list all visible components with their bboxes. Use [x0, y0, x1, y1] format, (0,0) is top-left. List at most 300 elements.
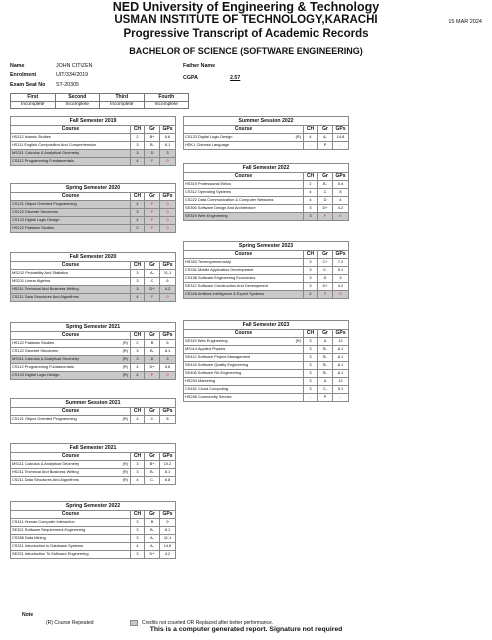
grade: D [145, 356, 160, 364]
course-cell [11, 477, 131, 485]
grade: A [318, 378, 333, 386]
course-row [11, 340, 176, 348]
repeated-marker: (R) [295, 134, 301, 140]
grade: B+ [145, 134, 160, 142]
semester-fall-2022 [183, 163, 349, 221]
credit-hours: 4 [304, 197, 318, 205]
credit-hours: 2 [131, 225, 145, 233]
course-row [11, 134, 176, 142]
credit-hours: 3 [131, 535, 145, 543]
course-cell [184, 354, 304, 362]
course-row [11, 461, 176, 469]
enrolment-label: Enrolment [10, 72, 37, 78]
semester-fall-2020 [10, 252, 176, 302]
column-header-ch: CH [131, 193, 145, 201]
course-row [184, 378, 349, 386]
grade: B- [318, 362, 333, 370]
grade: D+ [145, 551, 160, 559]
semester-fall-2023 [183, 320, 349, 402]
course-name: SE306 Software Design And Architecture [185, 205, 256, 211]
column-header-grade: Gr [145, 408, 160, 416]
repeated-marker: (R) [122, 416, 128, 422]
course-row [184, 205, 349, 213]
attempt-header-second: Second [55, 94, 100, 102]
column-header-grade: Gr [145, 126, 160, 134]
grade-points: 9 [160, 519, 176, 527]
course-row [11, 416, 176, 424]
grade: B- [318, 181, 333, 189]
course-cell [184, 189, 304, 197]
repeated-marker: (R) [122, 372, 128, 378]
course-name: SE412 Software Project Management [185, 354, 251, 360]
semester-title: Spring Semester 2021 [11, 323, 176, 332]
semester-title: Spring Semester 2023 [184, 242, 349, 251]
credit-hours: 3 [304, 275, 318, 283]
repeated-marker: (R) [122, 364, 128, 370]
course-name: SE418 Software Quality Engineering [185, 362, 249, 368]
course-name: HS211 Technical And Business Writing [12, 469, 79, 475]
credit-hours: 2 [131, 134, 145, 142]
credit-hours: 3 [131, 286, 145, 294]
grade: C [145, 278, 160, 286]
grade-points: 0 [160, 372, 176, 380]
grade: C [318, 189, 333, 197]
course-cell [11, 535, 131, 543]
semester-fall-2019 [10, 116, 176, 166]
grade-points: 14.8 [160, 543, 176, 551]
course-cell [11, 278, 131, 286]
course-cell [11, 209, 131, 217]
course-row [184, 189, 349, 197]
course-name: HSK-I Chinese Language [185, 142, 230, 148]
repeated-marker: (R) [122, 348, 128, 354]
grade: C+ [318, 259, 333, 267]
course-name: CS121 Object Oriented Programming [12, 416, 77, 422]
column-header-gps: GPs [333, 173, 349, 181]
grade: C- [318, 386, 333, 394]
course-name: SE221 Introduction To Software Engineering [12, 551, 89, 557]
footer-note: This is a computer generated report. Signature not required [149, 626, 343, 633]
credit-hours: 3 [304, 346, 318, 354]
course-cell [184, 142, 304, 150]
credit-hours: 3 [131, 527, 145, 535]
grade: C- [318, 267, 333, 275]
grade-points: 10.2 [160, 461, 176, 469]
grade: P [318, 394, 333, 402]
grade-points: 4.2 [333, 283, 349, 291]
attempt-first-status: Incomplete [11, 101, 56, 109]
grade-points: 8.1 [160, 142, 176, 150]
semester-title: Fall Semester 2023 [184, 321, 349, 330]
course-row [11, 142, 176, 150]
grade: C [145, 416, 160, 424]
column-header-gps: GPs [333, 126, 349, 134]
column-header-grade: Gr [145, 511, 160, 519]
grade-points: - [333, 142, 349, 150]
credit-hours: 3 [131, 150, 145, 158]
course-row [11, 519, 176, 527]
semester-fall-2021 [10, 443, 176, 485]
cgpa-value: 2.57 [230, 75, 241, 81]
credit-hours: 4 [131, 372, 145, 380]
course-name: SE312 Software Construction And Development [185, 283, 268, 289]
course-row [184, 181, 349, 189]
grade: F [318, 213, 333, 221]
course-name: CS451 Cloud Computing [185, 386, 229, 392]
course-cell [184, 259, 304, 267]
grade-points: 3 [333, 275, 349, 283]
column-header-course: Course [11, 262, 131, 270]
course-cell [11, 294, 131, 302]
course-name: HS319 Professional Ethics [185, 181, 232, 187]
column-header-ch: CH [131, 511, 145, 519]
father-name-label: Father Name [183, 63, 216, 69]
column-header-grade: Gr [318, 330, 333, 338]
course-row [11, 158, 176, 166]
course-cell [11, 543, 131, 551]
course-cell [11, 158, 131, 166]
semester-spring-2021 [10, 322, 176, 380]
column-header-grade: Gr [145, 193, 160, 201]
semester-title: Fall Semester 2022 [184, 164, 349, 173]
course-cell [11, 519, 131, 527]
note-repeated: (R) Course Repeated [46, 620, 94, 626]
grade-points: 8 [160, 416, 176, 424]
credit-hours: 3 [131, 469, 145, 477]
course-name: CS123 Digital Logic Design [12, 217, 60, 223]
credit-hours: 4 [131, 477, 145, 485]
grade-points: 8.1 [160, 527, 176, 535]
credit-hours: 4 [131, 364, 145, 372]
column-header-ch: CH [304, 126, 318, 134]
course-cell [184, 283, 304, 291]
grade: B- [318, 346, 333, 354]
course-name: HS253 Marketing [185, 378, 216, 384]
course-cell [11, 356, 131, 364]
credit-hours: 3 [304, 362, 318, 370]
grade-points: 5.1 [333, 386, 349, 394]
course-cell [11, 201, 131, 209]
course-row [11, 150, 176, 158]
column-header-course: Course [11, 453, 131, 461]
grade-points: 8.1 [160, 348, 176, 356]
grade: C- [145, 477, 160, 485]
column-header-ch: CH [131, 126, 145, 134]
grade-points: 8 [333, 189, 349, 197]
course-row [184, 291, 349, 299]
repeated-marker: (R) [122, 477, 128, 483]
grade-points: 4.2 [160, 286, 176, 294]
column-header-ch: CH [131, 332, 145, 340]
course-cell [11, 340, 131, 348]
credit-hours: 3 [304, 386, 318, 394]
grade-points: 0 [160, 201, 176, 209]
grade: B- [318, 354, 333, 362]
course-row [184, 259, 349, 267]
course-row [184, 275, 349, 283]
grade-points: 5.4 [333, 181, 349, 189]
column-header-gps: GPs [160, 126, 176, 134]
course-cell [184, 370, 304, 378]
grade: D [318, 197, 333, 205]
grade: B- [145, 469, 160, 477]
column-header-gps: GPs [160, 262, 176, 270]
credit-hours: 3 [304, 205, 318, 213]
grade: B- [145, 142, 160, 150]
course-cell [11, 372, 131, 380]
credit-hours: 2 [131, 340, 145, 348]
course-row [184, 267, 349, 275]
column-header-ch: CH [304, 251, 318, 259]
credit-hours: 4 [131, 201, 145, 209]
credit-hours: 3 [131, 278, 145, 286]
course-row [184, 394, 349, 402]
course-name: MS111 Calculus & Analytical Geometry [12, 461, 80, 467]
course-cell [11, 551, 131, 559]
course-cell [11, 134, 131, 142]
course-name: CS331 Mobile Application Development [185, 267, 254, 273]
course-name: HS112 Islamic Studies [12, 134, 51, 140]
course-cell [184, 134, 304, 142]
course-row [11, 217, 176, 225]
repeated-marker: (R) [122, 461, 128, 467]
repeated-marker: (R) [295, 338, 301, 344]
grade-points: 0 [333, 213, 349, 221]
semester-title: Fall Semester 2021 [11, 444, 176, 453]
seat-number: ST-20305 [56, 82, 79, 88]
column-header-course: Course [11, 408, 131, 416]
course-cell [184, 197, 304, 205]
semester-title: Spring Semester 2020 [11, 184, 176, 193]
grade-points: 5.1 [333, 267, 349, 275]
grade-points: 12 [333, 338, 349, 346]
grade-points: 14.8 [333, 134, 349, 142]
course-cell [11, 270, 131, 278]
attempt-header-third: Third [100, 94, 145, 102]
grade: B- [145, 348, 160, 356]
course-cell [11, 217, 131, 225]
course-cell [11, 348, 131, 356]
course-cell [11, 286, 131, 294]
grade-points: 3 [160, 150, 176, 158]
course-cell [11, 225, 131, 233]
column-header-grade: Gr [318, 126, 333, 134]
course-row [11, 286, 176, 294]
semester-title: Fall Semester 2020 [11, 253, 176, 262]
credit-hours: 3 [304, 283, 318, 291]
grade: D+ [318, 205, 333, 213]
course-row [11, 527, 176, 535]
course-cell [184, 181, 304, 189]
credit-hours: 3 [131, 356, 145, 364]
credit-hours: 4 [304, 134, 318, 142]
course-row [11, 543, 176, 551]
course-name: CS326 Artificial Intelligence & Expert Systems [185, 291, 265, 297]
grade: F [145, 201, 160, 209]
course-row [11, 551, 176, 559]
grade: B- [318, 370, 333, 378]
course-name: CS123 Digital Logic Design [12, 372, 60, 378]
grade-points: - [333, 394, 349, 402]
grade: D+ [318, 283, 333, 291]
grade-points: 11.1 [160, 270, 176, 278]
credit-hours: 3 [131, 209, 145, 217]
credit-hours: 3 [131, 142, 145, 150]
course-name: CS211 Data Structures And Algorithms [12, 294, 79, 300]
credit-hours: 3 [304, 213, 318, 221]
grade: D [318, 275, 333, 283]
course-cell [11, 364, 131, 372]
credit-hours: 3 [304, 378, 318, 386]
semester-title: Spring Semester 2022 [11, 502, 176, 511]
column-header-course: Course [184, 126, 304, 134]
semester-summer-2022 [183, 116, 349, 150]
column-header-course: Course [11, 126, 131, 134]
grade: D+ [145, 364, 160, 372]
note-credits: Credits not counted OR Replaced after better performance. [142, 620, 274, 626]
attempt-header-fourth: Fourth [144, 94, 189, 102]
column-header-grade: Gr [145, 453, 160, 461]
course-name: CS122 Discrete Structures [12, 348, 59, 354]
column-header-course: Course [11, 332, 131, 340]
course-cell [184, 205, 304, 213]
course-name: CS112 Programming Fundamentals [12, 158, 74, 164]
column-header-gps: GPs [160, 408, 176, 416]
semester-title: Summer Session 2021 [11, 399, 176, 408]
course-row [11, 209, 176, 217]
course-row [11, 372, 176, 380]
credit-hours: 4 [304, 189, 318, 197]
course-cell [11, 461, 131, 469]
course-row [184, 142, 349, 150]
note-title: Note [22, 612, 34, 618]
grade-points: 11.1 [160, 535, 176, 543]
repeated-marker: (R) [122, 340, 128, 346]
course-row [184, 338, 349, 346]
grade-points: 6 [160, 340, 176, 348]
institute-name: USMAN INSTITUTE OF TECHNOLOGY,KARACHI [114, 14, 378, 26]
course-row [11, 356, 176, 364]
repeated-marker: (R) [122, 356, 128, 362]
semester-spring-2023 [183, 241, 349, 299]
grade: F [145, 158, 160, 166]
course-cell [184, 378, 304, 386]
course-row [184, 386, 349, 394]
course-cell [11, 416, 131, 424]
credit-hours: 3 [304, 338, 318, 346]
course-name: MS111 Calculus & Analytical Geometry [12, 150, 80, 156]
course-name: CS112 Programming Fundamentals [12, 364, 74, 370]
grade: B [145, 519, 160, 527]
course-name: HS353 Technopreneurship [185, 259, 231, 265]
course-row [11, 270, 176, 278]
grade-points: 5.6 [160, 364, 176, 372]
course-cell [184, 267, 304, 275]
issue-date: 15 MAR 2024 [448, 19, 482, 25]
course-row [184, 354, 349, 362]
name-label: Name [10, 63, 25, 69]
column-header-ch: CH [131, 453, 145, 461]
course-name: CS122 Discrete Structures [12, 209, 59, 215]
credit-hours: 4 [131, 294, 145, 302]
grade: A- [145, 535, 160, 543]
credit-hours: 3 [131, 270, 145, 278]
column-header-gps: GPs [160, 511, 176, 519]
course-name: CS312 Operating Systems [185, 189, 232, 195]
grade-points: 4.2 [333, 205, 349, 213]
grade-points: 0 [333, 291, 349, 299]
credit-hours: 4 [131, 158, 145, 166]
course-row [184, 213, 349, 221]
grade: A [318, 338, 333, 346]
credit-hours: - [304, 142, 318, 150]
grade-points: 0 [160, 294, 176, 302]
credit-hours: 4 [304, 291, 318, 299]
course-row [184, 362, 349, 370]
course-cell [11, 150, 131, 158]
grade-points: 0 [160, 225, 176, 233]
column-header-grade: Gr [145, 332, 160, 340]
course-cell [11, 527, 131, 535]
grade-points: 8.1 [333, 354, 349, 362]
cgpa-label: CGPA [183, 75, 198, 81]
course-name: CS356 Data Mining [12, 535, 46, 541]
course-name: HS111 English Composition And Comprehension [12, 142, 97, 148]
column-header-course: Course [184, 251, 304, 259]
grade-points: 8.1 [160, 469, 176, 477]
semester-title: Fall Semester 2019 [11, 117, 176, 126]
column-header-gps: GPs [160, 453, 176, 461]
grade: F [145, 217, 160, 225]
course-row [11, 348, 176, 356]
credit-hours: - [304, 394, 318, 402]
course-cell [184, 394, 304, 402]
course-cell [184, 346, 304, 354]
column-header-grade: Gr [318, 173, 333, 181]
grade-points: 7.2 [333, 259, 349, 267]
column-header-ch: CH [304, 330, 318, 338]
grade: A- [145, 543, 160, 551]
grade: F [145, 372, 160, 380]
course-name: SE319 Web Engineering [185, 338, 228, 344]
grade: B [145, 340, 160, 348]
course-row [184, 346, 349, 354]
grade-points: 6.6 [160, 134, 176, 142]
course-name: HS122 Pakistan Studies [12, 225, 54, 231]
grade-points: 0 [160, 158, 176, 166]
grade: F [318, 291, 333, 299]
course-row [11, 294, 176, 302]
column-header-ch: CH [131, 262, 145, 270]
grade: A- [318, 134, 333, 142]
grade-points: 8.1 [333, 346, 349, 354]
course-cell [11, 142, 131, 150]
course-name: MS114 Applied Physics [185, 346, 226, 352]
attempt-third-status: Incomplete [100, 101, 145, 109]
course-cell [184, 338, 304, 346]
credit-hours: 4 [131, 543, 145, 551]
grade-points: 4 [333, 197, 349, 205]
course-name: MS111 Calculus & Analytical Geometry [12, 356, 80, 362]
grade-points: 0 [160, 217, 176, 225]
grade-points: 6 [160, 278, 176, 286]
course-name: SE319 Web Engineering [185, 213, 228, 219]
course-name: CS121 Object Oriented Programming [12, 201, 77, 207]
course-row [11, 201, 176, 209]
credit-hours: 3 [304, 354, 318, 362]
attempt-fourth-status: Incomplete [144, 101, 189, 109]
degree-name: BACHELOR OF SCIENCE (SOFTWARE ENGINEERING) [129, 46, 363, 56]
